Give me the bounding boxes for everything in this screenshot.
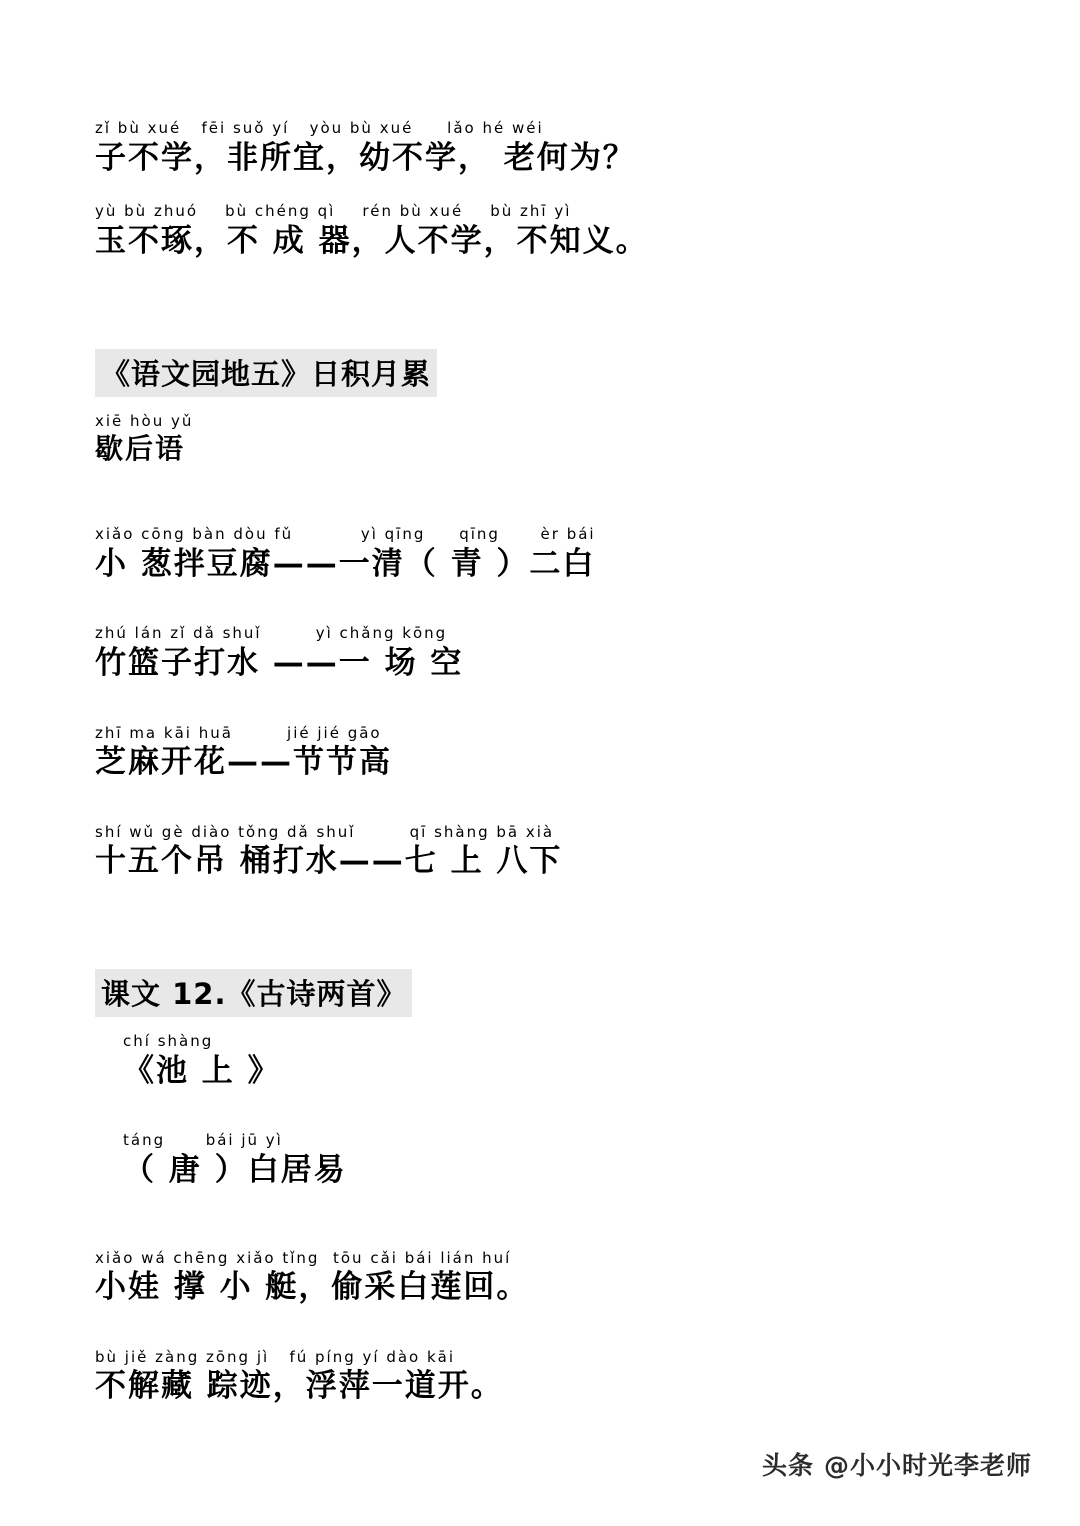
xiehouyu-item xyxy=(95,625,985,682)
pinyin-text: xiǎo cōng bàn dòu fǔ yì qīng qīng èr bái xyxy=(95,525,596,543)
spacer xyxy=(95,709,985,725)
hanzi-text: 不解藏 踪迹，浮萍一道开。 xyxy=(95,1368,504,1405)
xiehouyu-item xyxy=(95,824,985,881)
spacer xyxy=(95,1116,985,1132)
document-content xyxy=(95,120,985,1432)
section-heading-yuwenyuandi xyxy=(95,349,985,397)
hanzi-text: 小娃 撑 小 艇，偷采白莲回。 xyxy=(95,1269,530,1305)
pinyin-text: zǐ bù xué fēi suǒ yí yòu bù xué lǎo hé wéi xyxy=(95,119,544,137)
poem-line xyxy=(95,1349,985,1406)
poem-author xyxy=(123,1132,985,1189)
pinyin-text: yù bù zhuó bù chéng qì rén bù xué bù zhī yì xyxy=(95,202,572,221)
spacer xyxy=(95,907,985,969)
section-heading-text: 《语文园地五》日积月累 xyxy=(95,349,437,397)
spacer xyxy=(95,1333,985,1349)
watermark xyxy=(762,1446,1032,1482)
pinyin-text: shí wǔ gè diào tǒng dǎ shuǐ qī shàng bā xià xyxy=(95,822,555,841)
section-heading-kewen12 xyxy=(95,969,985,1017)
pinyin-text: zhī ma kāi huā jié jié gāo xyxy=(95,723,382,742)
hanzi-text: （ 唐 ）白居易 xyxy=(123,1151,347,1188)
spacer xyxy=(95,1017,985,1033)
hanzi-text: 小 葱拌豆腐——一清（ 青 ）二白 xyxy=(95,545,596,582)
spacer xyxy=(95,492,985,526)
pinyin-text: zhú lán zǐ dǎ shuǐ yì chǎng kōng xyxy=(95,624,448,643)
pinyin-text: xiē hòu yǔ xyxy=(95,411,194,430)
spacer xyxy=(95,287,985,349)
spacer xyxy=(95,808,985,824)
pinyin-text: chí shàng xyxy=(123,1032,214,1050)
verse-line xyxy=(95,120,985,177)
spacer xyxy=(95,609,985,625)
subheading-xiehouyu xyxy=(95,413,985,467)
poem-title xyxy=(123,1033,985,1090)
watermark-author-name: @小小时光李老师 xyxy=(823,1451,1032,1480)
hanzi-text: 子不学，非所宜，幼不学， 老何为？ xyxy=(95,139,636,176)
hanzi-text: 芝麻开花——节节高 xyxy=(95,744,392,780)
hanzi-text: 竹篮子打水 ——一 场 空 xyxy=(95,644,464,681)
watermark-platform-label: 头条 xyxy=(761,1451,814,1480)
pinyin-text: bù jiě zàng zōng jì fú píng yí dào kāi xyxy=(95,1347,456,1366)
pinyin-text: xiǎo wá chēng xiǎo tǐng tōu cǎi bái lián huí xyxy=(95,1248,512,1267)
xiehouyu-item xyxy=(95,526,985,583)
hanzi-text: 歇后语 xyxy=(95,432,186,465)
spacer xyxy=(95,397,985,413)
spacer xyxy=(95,1216,985,1250)
hanzi-text: 十五个吊 桶打水——七 上 八下 xyxy=(95,843,563,880)
section-heading-text: 课文 12.《古诗两首》 xyxy=(95,969,412,1017)
xiehouyu-item xyxy=(95,725,985,782)
pinyin-text: táng bái jū yì xyxy=(123,1131,283,1150)
hanzi-text: 《池 上 》 xyxy=(123,1052,281,1089)
hanzi-text: 玉不琢，不 成 器，人不学，不知义。 xyxy=(95,222,649,259)
poem-line xyxy=(95,1250,985,1307)
verse-line xyxy=(95,203,985,260)
